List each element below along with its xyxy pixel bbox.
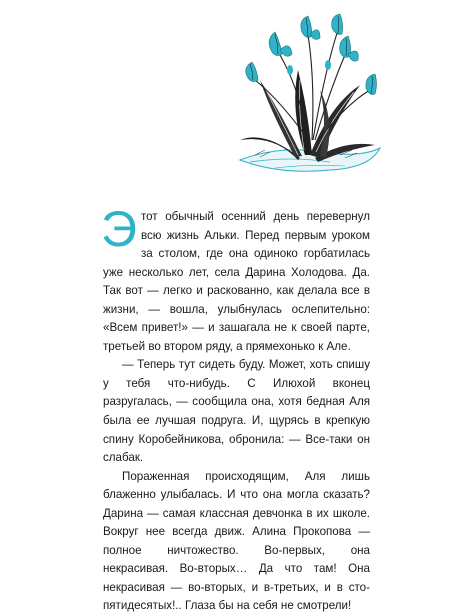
paragraph-1-text: тот обычный осенний день перевернул всю жизнь Альки. Перед первым уроком за столом, где она одиноко горбатилась уже несколько лет, села Дарина Холодова. Да. Так вот — легко и раскованно, как делала все в жизни, — вошла, улыбнулась ослепительно: «Всем привет!» — и зашагала не к своей парте, третьей во втором ряду, а прямехонько к Але.	[103, 210, 370, 353]
snowdrop-flowers-illustration	[220, 10, 390, 185]
paragraph-2: — Теперь тут сидеть буду. Может, хоть спишу у тебя что-нибудь. С Илюхой вконец разругалась, — сообщила она, хотя бедная Аля была ее лучшая подруга. И, щурясь в крепкую спину Коробейникова, обронила: — Все-таки он слабак.	[103, 358, 370, 465]
paragraph-1	[101, 201, 370, 356]
drop-cap: Э	[101, 201, 137, 257]
story-text	[101, 201, 370, 616]
paragraph-3: Пораженная происходящим, Аля лишь блаженно улыбалась. И что она могла сказать? Дарина — самая классная девчонка в их школе. Вокруг нее всегда движ. Алина Прокопова — полное ничтожество. Во-первых, она некрасивая. Во-вторых… Да что там! Она некрасивая — во-вторых, и в-третьих, и в сто-пятидесятых!.. Глаза бы на себя не смотрели!	[103, 469, 370, 613]
